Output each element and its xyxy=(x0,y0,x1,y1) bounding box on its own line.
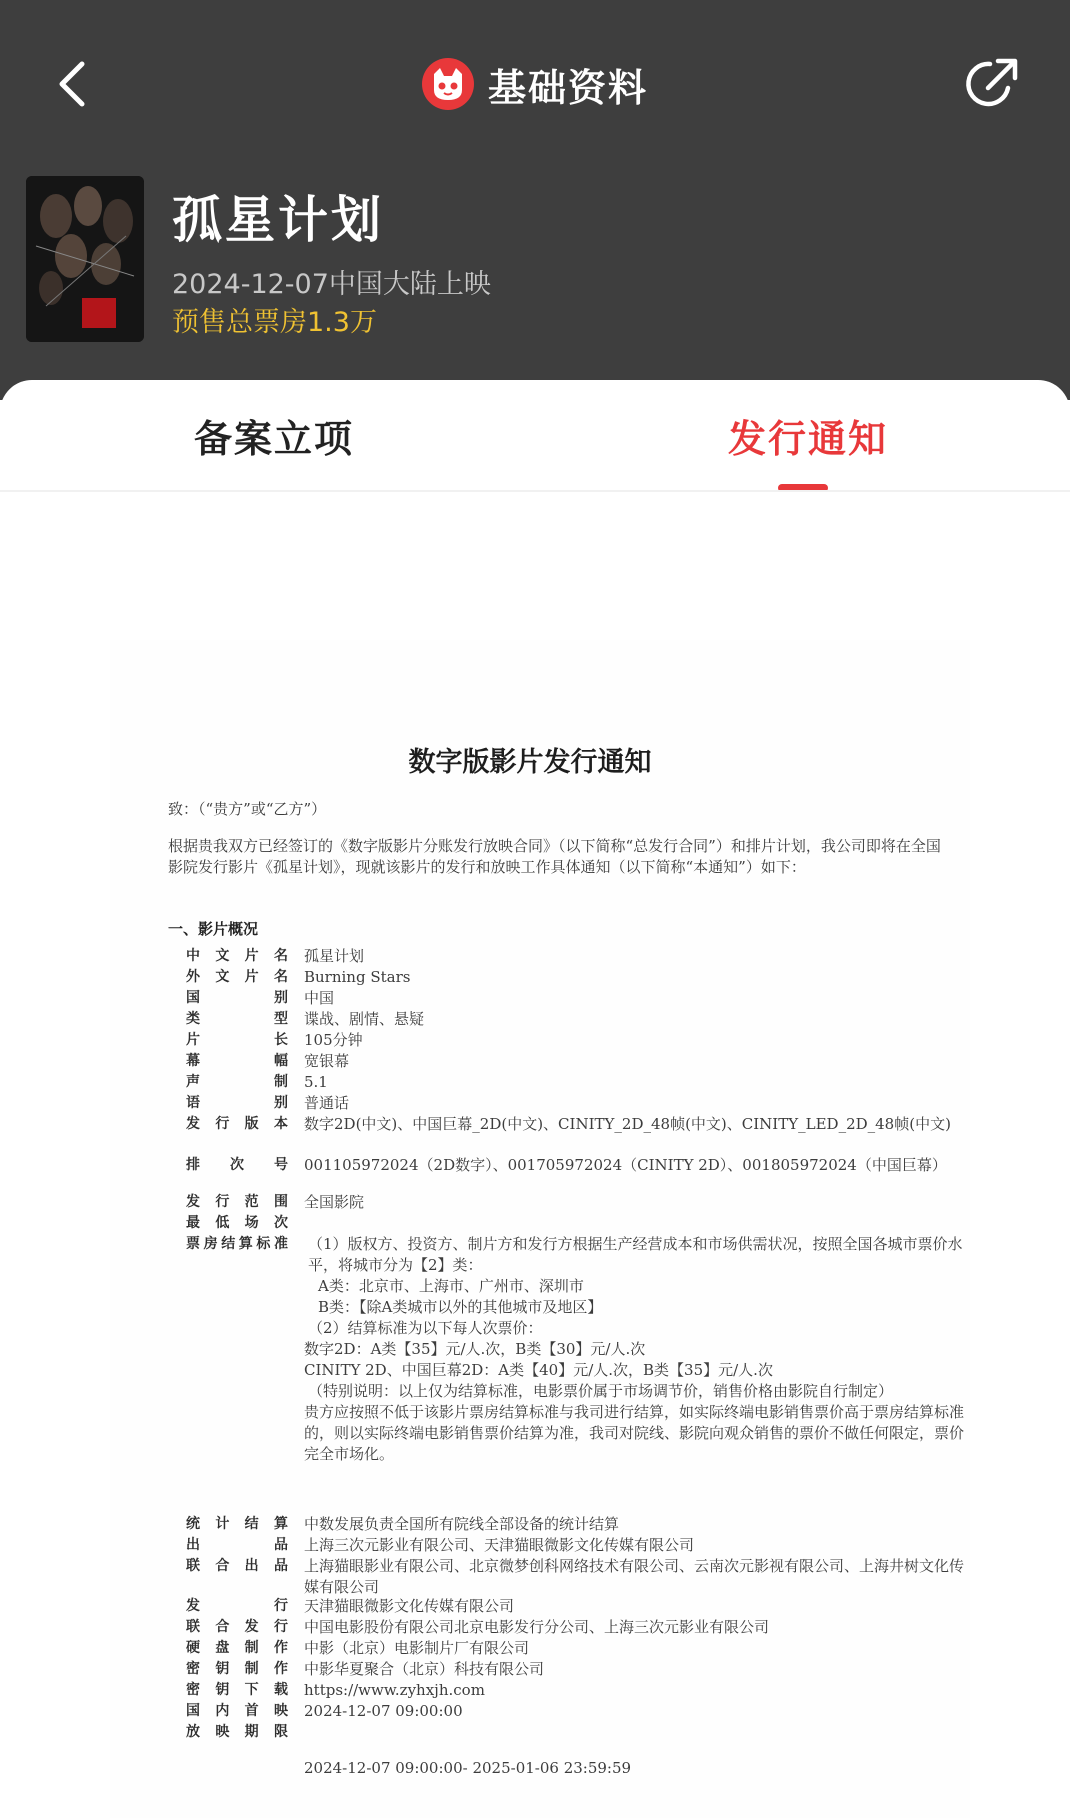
section-heading: 一、影片概况 xyxy=(168,920,259,938)
doc-row-co-producer xyxy=(186,1556,966,1598)
row-label: 国内首映 xyxy=(186,1703,288,1719)
row-value: 谍战、剧情、悬疑 xyxy=(304,1010,425,1028)
row-value: 数字2D(中文)、中国巨幕_2D(中文)、CINITY_2D_48帧(中文)、CINITY_LED_2D_48帧(中文) xyxy=(304,1115,951,1133)
row-value: 5.1 xyxy=(304,1073,328,1091)
doc-row-key-production xyxy=(186,1659,966,1680)
row-value: 普通话 xyxy=(304,1094,350,1112)
row-label: 排次号 xyxy=(186,1157,288,1173)
row-label: 国别 xyxy=(186,990,288,1006)
row-label: 放映期限 xyxy=(186,1724,288,1740)
row-label: 硬盘制作 xyxy=(186,1640,288,1656)
settlement-line: A类：北京市、上海市、广州市、深圳市 xyxy=(318,1277,584,1295)
row-value: 中影（北京）电影制片厂有限公司 xyxy=(304,1639,530,1657)
doc-row-sequence-number xyxy=(186,1155,966,1176)
doc-row-key-download xyxy=(186,1680,966,1701)
nav-bar xyxy=(0,52,1070,116)
row-label: 联合发行 xyxy=(186,1619,288,1635)
doc-row-genre xyxy=(186,1009,966,1030)
row-value: 2024-12-07 09:00:00 xyxy=(304,1702,463,1720)
doc-row-minimum-screenings xyxy=(186,1213,966,1234)
doc-row-foreign-title xyxy=(186,967,966,988)
settlement-line: （2）结算标准为以下每人次票价： xyxy=(308,1319,543,1337)
row-value: 中数发展负责全国所有院线全部设备的统计结算 xyxy=(304,1515,620,1533)
row-label: 最低场次 xyxy=(186,1215,288,1231)
doc-row-settlement-standard xyxy=(186,1234,966,1465)
row-value: 中国电影股份有限公司北京电影发行分公司、上海三次元影业有限公司 xyxy=(304,1618,770,1636)
settlement-line: （1）版权方、投资方、制片方和发行方根据生产经营成本和市场供需状况，按照全国各城市票价水平，将城市分为【2】类： xyxy=(308,1235,963,1274)
row-label: 票房结算标准 xyxy=(186,1236,288,1252)
row-value: 天津猫眼微影文化传媒有限公司 xyxy=(304,1597,515,1615)
share-button[interactable] xyxy=(964,54,1022,112)
row-value: Burning Stars xyxy=(304,968,411,986)
movie-title: 孤星计划 xyxy=(172,191,384,249)
row-value: 中国 xyxy=(304,989,335,1007)
row-value: 宽银幕 xyxy=(304,1052,350,1070)
row-label: 密钥下载 xyxy=(186,1682,288,1698)
release-notice-document[interactable] xyxy=(110,640,970,1818)
row-label: 声制 xyxy=(186,1074,288,1090)
row-value xyxy=(288,1213,966,1234)
settlement-line: 数字2D：A类【35】元/人.次，B类【30】元/人.次 xyxy=(304,1340,646,1358)
row-label: 发行范围 xyxy=(186,1194,288,1210)
maoyan-cat-logo-icon xyxy=(422,58,474,110)
row-value: 全国影院 xyxy=(304,1193,365,1211)
row-label: 片长 xyxy=(186,1032,288,1048)
doc-row-release-scope xyxy=(186,1192,966,1213)
doc-row-premiere xyxy=(186,1701,966,1722)
doc-row-screen xyxy=(186,1051,966,1072)
row-value: 105分钟 xyxy=(304,1031,363,1049)
row-label: 幕幅 xyxy=(186,1053,288,1069)
doc-row-co-distributor xyxy=(186,1617,966,1638)
movie-poster[interactable] xyxy=(26,176,144,342)
doc-row-language xyxy=(186,1093,966,1114)
doc-row-statistics xyxy=(186,1514,966,1535)
document-title: 数字版影片发行通知 xyxy=(408,747,652,778)
row-value: 中影华夏聚合（北京）科技有限公司 xyxy=(304,1660,545,1678)
row-label: 联合出品 xyxy=(186,1558,288,1574)
doc-row-country xyxy=(186,988,966,1009)
tab-release-notice[interactable]: 发行通知 xyxy=(728,417,889,461)
tab-filing[interactable]: 备案立项 xyxy=(194,417,355,461)
doc-row-hard-drive xyxy=(186,1638,966,1659)
row-label: 类型 xyxy=(186,1011,288,1027)
doc-row-runtime xyxy=(186,1030,966,1051)
row-value: 001105972024（2D数字）、001705972024（CINITY 2D）、001805972024（中国巨幕） xyxy=(304,1156,947,1174)
row-value: https://www.zyhxjh.com xyxy=(304,1681,485,1699)
row-label: 统计结算 xyxy=(186,1516,288,1532)
row-label: 密钥制作 xyxy=(186,1661,288,1677)
settlement-line: B类：【除A类城市以外的其他城市及地区】 xyxy=(318,1298,603,1316)
row-label: 发行版本 xyxy=(186,1116,288,1132)
settlement-line: （特别说明：以上仅为结算标准，电影票价属于市场调节价，销售价格由影院自行制定） xyxy=(308,1382,894,1400)
row-label: 中文片名 xyxy=(186,948,288,964)
row-value: 孤星计划 xyxy=(304,947,365,965)
row-label: 外文片名 xyxy=(186,969,288,985)
settlement-line: 贵方应按照不低于该影片票房结算标准与我司进行结算，如实际终端电影销售票价高于票房结算标准的，则以实际终端电影销售票价结算为准，我司对院线、影院向观众销售的票价不做任何限定，票价完全市场化。 xyxy=(304,1403,965,1463)
presale-box-office: 预售总票房1.3万 xyxy=(172,307,377,338)
doc-row-versions xyxy=(186,1114,966,1135)
document-addressee: 致：（“贵方”或“乙方”） xyxy=(168,800,327,818)
row-label: 发行 xyxy=(186,1598,288,1614)
row-value xyxy=(288,1234,966,1465)
doc-row-chinese-title xyxy=(186,946,966,967)
share-icon xyxy=(964,54,1022,112)
row-value: 上海猫眼影业有限公司、北京微梦创科网络技术有限公司、云南次元影视有限公司、上海井树文化传媒有限公司 xyxy=(304,1557,965,1596)
doc-row-producer xyxy=(186,1535,966,1556)
settlement-line: CINITY 2D、中国巨幕2D：A类【40】元/人.次，B类【35】元/人.次 xyxy=(304,1361,773,1379)
row-value: 上海三次元影业有限公司、天津猫眼微影文化传媒有限公司 xyxy=(304,1536,695,1554)
release-date: 2024-12-07中国大陆上映 xyxy=(172,269,491,300)
doc-row-screening-period xyxy=(186,1722,966,1779)
row-value: 2024-12-07 09:00:00- 2025-01-06 23:59:59 xyxy=(304,1759,632,1777)
row-label: 出品 xyxy=(186,1537,288,1553)
row-label: 语别 xyxy=(186,1095,288,1111)
doc-row-distributor xyxy=(186,1596,966,1617)
page-title: 基础资料 xyxy=(487,65,648,110)
tab-divider xyxy=(0,490,1070,492)
document-intro: 根据贵我双方已经签订的《数字版影片分账发行放映合同》（以下简称“总发行合同”）和排片计划，我公司即将在全国影院发行影片《孤星计划》，现就该影片的发行和放映工作具体通知（以下简称“本通知”）如下： xyxy=(168,837,941,876)
doc-row-sound xyxy=(186,1072,966,1093)
